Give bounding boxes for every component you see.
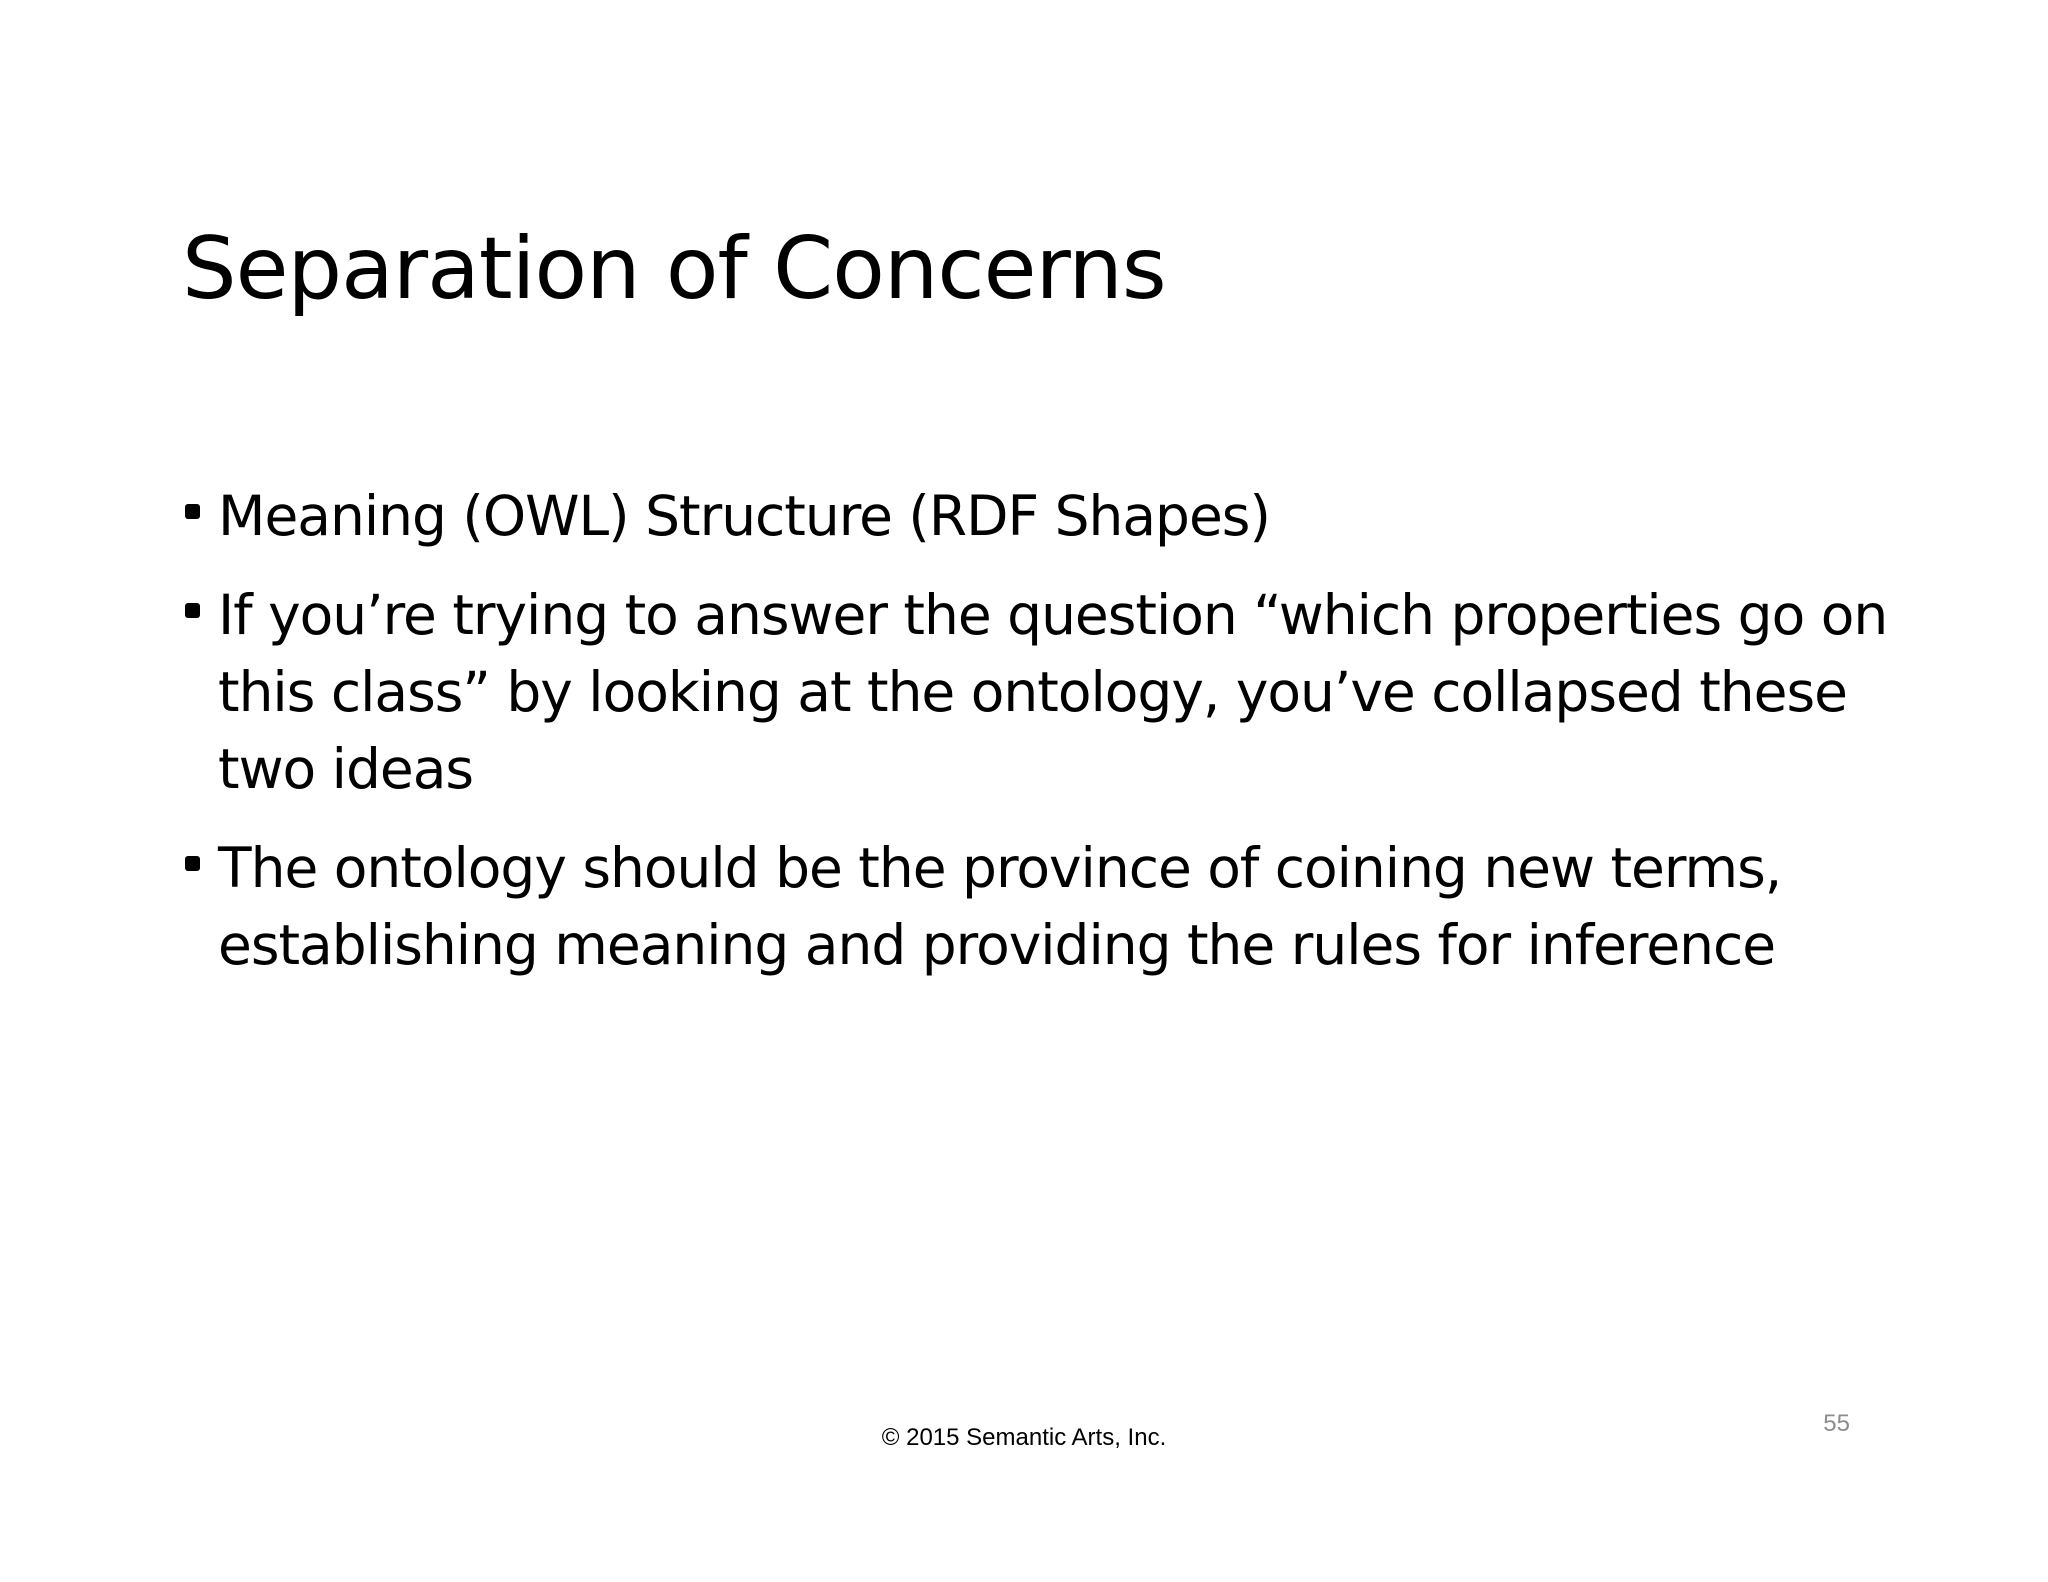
bullet-icon (185, 856, 200, 871)
bullet-icon (185, 603, 200, 618)
bullet-text: If you’re trying to answer the question “which properties go on this class” by looking at the ontology, you’ve collapsed these two ideas (218, 583, 1888, 801)
footer-copyright: © 2015 Semantic Arts, Inc. (881, 1424, 1167, 1451)
bullet-item (182, 830, 1922, 984)
slide-number: 55 (1823, 1410, 1850, 1437)
bullet-text: The ontology should be the province of coining new terms, establishing meaning and providing the rules for inference (218, 836, 1782, 977)
bullet-text: Meaning (OWL) Structure (RDF Shapes) (218, 484, 1270, 548)
bullet-item (182, 478, 1922, 555)
bullet-icon (185, 504, 200, 519)
slide-title: Separation of Concerns (182, 219, 1166, 319)
bullet-list (182, 478, 1922, 1006)
bullet-item (182, 577, 1922, 808)
